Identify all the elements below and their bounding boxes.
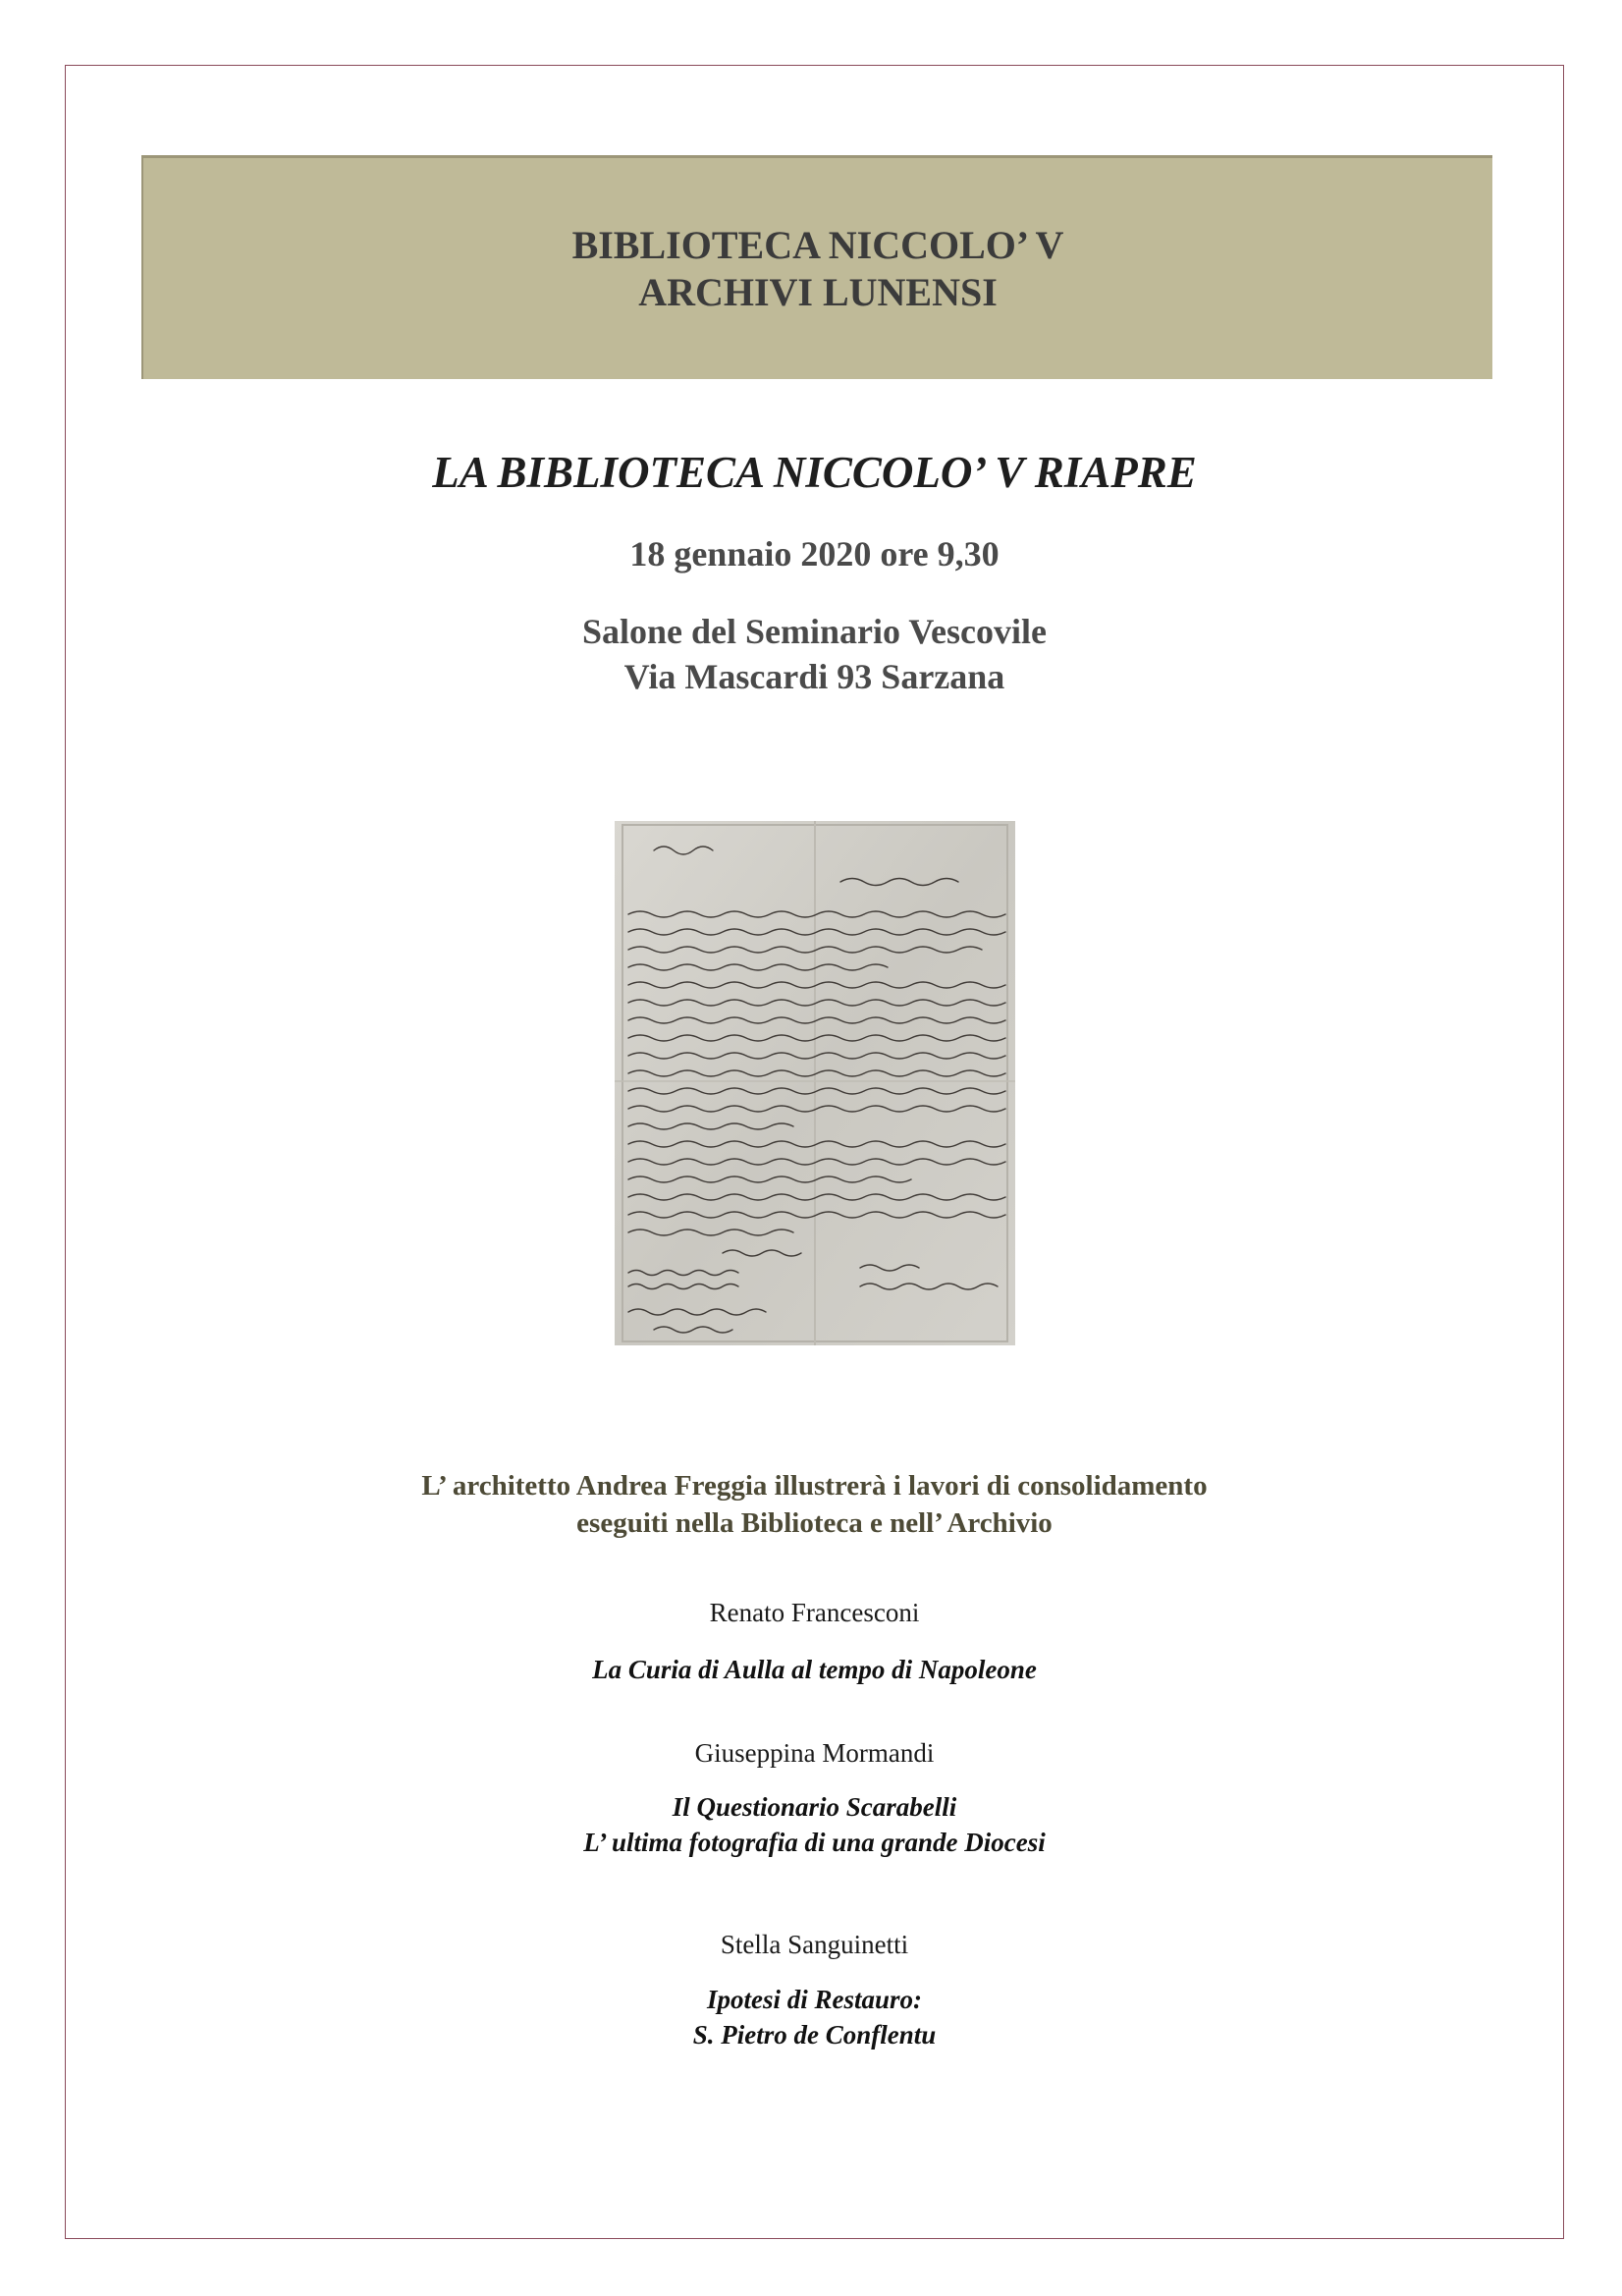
header-title-line1: BIBLIOTECA NICCOLO’ V bbox=[571, 222, 1064, 267]
talk-title-line1: La Curia di Aulla al tempo di Napoleone bbox=[592, 1655, 1037, 1684]
venue-line1: Salone del Seminario Vescovile bbox=[581, 612, 1047, 651]
intro-line2: eseguiti nella Biblioteca e nell’ Archivio bbox=[576, 1507, 1053, 1539]
speaker-name: Giuseppina Mormandi bbox=[694, 1738, 935, 1768]
talk-title bbox=[65, 1789, 1564, 1860]
talk-title-line1: Ipotesi di Restauro: bbox=[706, 1985, 923, 2014]
talk-title bbox=[65, 1982, 1564, 2052]
event-venue bbox=[65, 609, 1564, 699]
event-date: 18 gennaio 2020 ore 9,30 bbox=[629, 534, 1000, 574]
event-title: LA BIBLIOTECA NICCOLO’ V RIAPRE bbox=[432, 448, 1197, 497]
venue-line2: Via Mascardi 93 Sarzana bbox=[623, 657, 1005, 696]
talk-title-line2: S. Pietro de Conflentu bbox=[692, 2020, 937, 2050]
letter-drawing bbox=[615, 821, 1015, 1345]
talk-title-line1: Il Questionario Scarabelli bbox=[672, 1792, 957, 1822]
speaker-name: Renato Francesconi bbox=[709, 1598, 920, 1627]
handwritten-letter-image bbox=[615, 821, 1015, 1345]
intro-line1: L’ architetto Andrea Freggia illustrerà i lavori di consolidamento bbox=[421, 1470, 1208, 1502]
intro-text bbox=[65, 1467, 1564, 1542]
talk-title bbox=[65, 1652, 1564, 1687]
header-title-line2: ARCHIVI LUNENSI bbox=[638, 269, 998, 314]
speaker-name: Stella Sanguinetti bbox=[720, 1930, 909, 1959]
talk-title-line2: L’ ultima fotografia di una grande Diocesi bbox=[583, 1828, 1046, 1857]
header-band bbox=[141, 155, 1492, 379]
